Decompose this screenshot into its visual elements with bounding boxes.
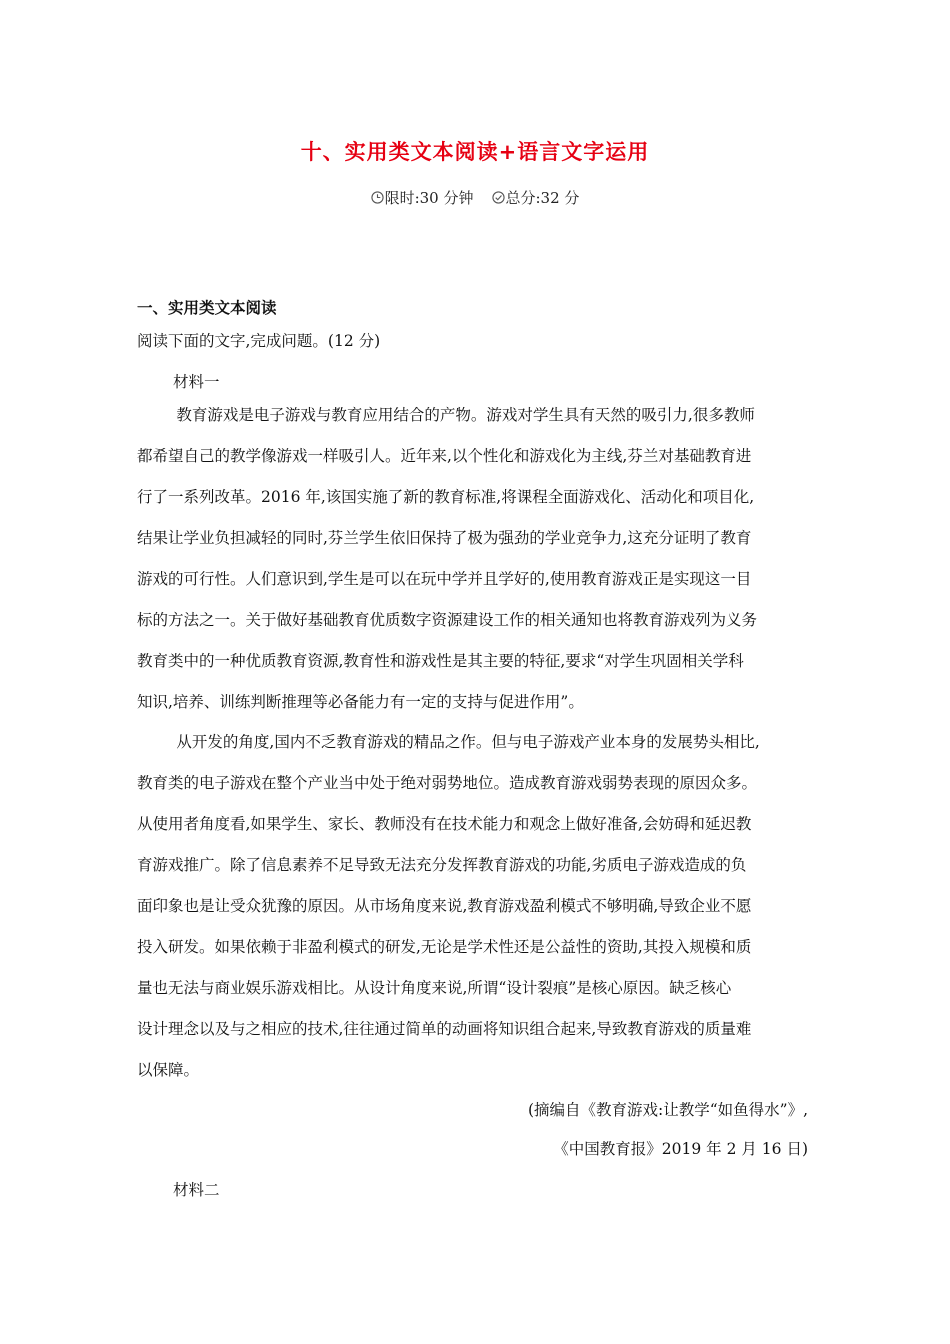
exam-meta xyxy=(0,187,950,208)
check-circle-icon xyxy=(492,191,505,204)
paragraph-line: 设计理念以及与之相应的技术,往往通过简单的动画将知识组合起来,导致教育游戏的质量难 xyxy=(137,1020,752,1038)
paragraph-line: 教育类的电子游戏在整个产业当中处于绝对弱势地位。造成教育游戏弱势表现的原因众多。 xyxy=(137,774,758,792)
total-score: 总分:32 分 xyxy=(505,189,580,207)
paragraph-1 xyxy=(137,395,807,723)
paragraph-line: 行了一系列改革。2016 年,该国实施了新的教育标准,将课程全面游戏化、活动化和项目化, xyxy=(137,488,755,506)
paragraph-line: 量也无法与商业娱乐游戏相比。从设计角度来说,所谓“设计裂痕”是核心原因。缺乏核心 xyxy=(137,979,732,997)
paragraph-line: 从使用者角度看,如果学生、家长、教师没有在技术能力和观念上做好准备,会妨碍和延迟教 xyxy=(137,815,752,833)
paragraph-line: 游戏的可行性。人们意识到,学生是可以在玩中学并且学好的,使用教育游戏正是实现这一目 xyxy=(137,570,752,588)
page-title: 十、实用类文本阅读+语言文字运用 xyxy=(300,140,650,164)
paragraph-line: 标的方法之一。关于做好基础教育优质数字资源建设工作的相关通知也将教育游戏列为义务 xyxy=(137,611,758,629)
paragraph-line: 知识,培养、训练判断推理等必备能力有一定的支持与促进作用”。 xyxy=(137,693,584,711)
paragraph-line: 都希望自己的教学像游戏一样吸引人。近年来,以个性化和游戏化为主线,芬兰对基础教育进 xyxy=(137,447,752,465)
paragraph-line: 面印象也是让受众犹豫的原因。从市场角度来说,教育游戏盈利模式不够明确,导致企业不愿 xyxy=(137,897,752,915)
paragraph-line: 以保障。 xyxy=(137,1061,200,1079)
instruction-text: 阅读下面的文字,完成问题。(12 分) xyxy=(137,332,381,350)
paragraph-line: 结果让学业负担减轻的同时,芬兰学生依旧保持了极为强劲的学业竞争力,这充分证明了教育 xyxy=(137,529,752,547)
paragraph-line: 教育类中的一种优质教育资源,教育性和游戏性是其主要的特征,要求“对学生巩固相关学科 xyxy=(137,652,744,670)
source-citation-line-2: 《中国教育报》2019 年 2 月 16 日) xyxy=(553,1140,808,1158)
material-two-label: 材料二 xyxy=(173,1181,220,1199)
paragraph-line: 教育游戏是电子游戏与教育应用结合的产物。游戏对学生具有天然的吸引力,很多教师 xyxy=(137,406,755,424)
paragraph-2 xyxy=(137,722,807,1091)
material-one-label: 材料一 xyxy=(173,373,220,391)
clock-icon xyxy=(371,191,384,204)
paragraph-line: 从开发的角度,国内不乏教育游戏的精品之作。但与电子游戏产业本身的发展势头相比, xyxy=(137,733,760,751)
section-heading: 一、实用类文本阅读 xyxy=(137,299,277,317)
time-limit: 限时:30 分钟 xyxy=(384,189,474,207)
paragraph-line: 育游戏推广。除了信息素养不足导致无法充分发挥教育游戏的功能,劣质电子游戏造成的负 xyxy=(137,856,747,874)
source-citation-line-1: (摘编自《教育游戏:让教学“如鱼得水”》, xyxy=(527,1101,808,1119)
paragraph-line: 投入研发。如果依赖于非盈利模式的研发,无论是学术性还是公益性的资助,其投入规模和质 xyxy=(137,938,752,956)
